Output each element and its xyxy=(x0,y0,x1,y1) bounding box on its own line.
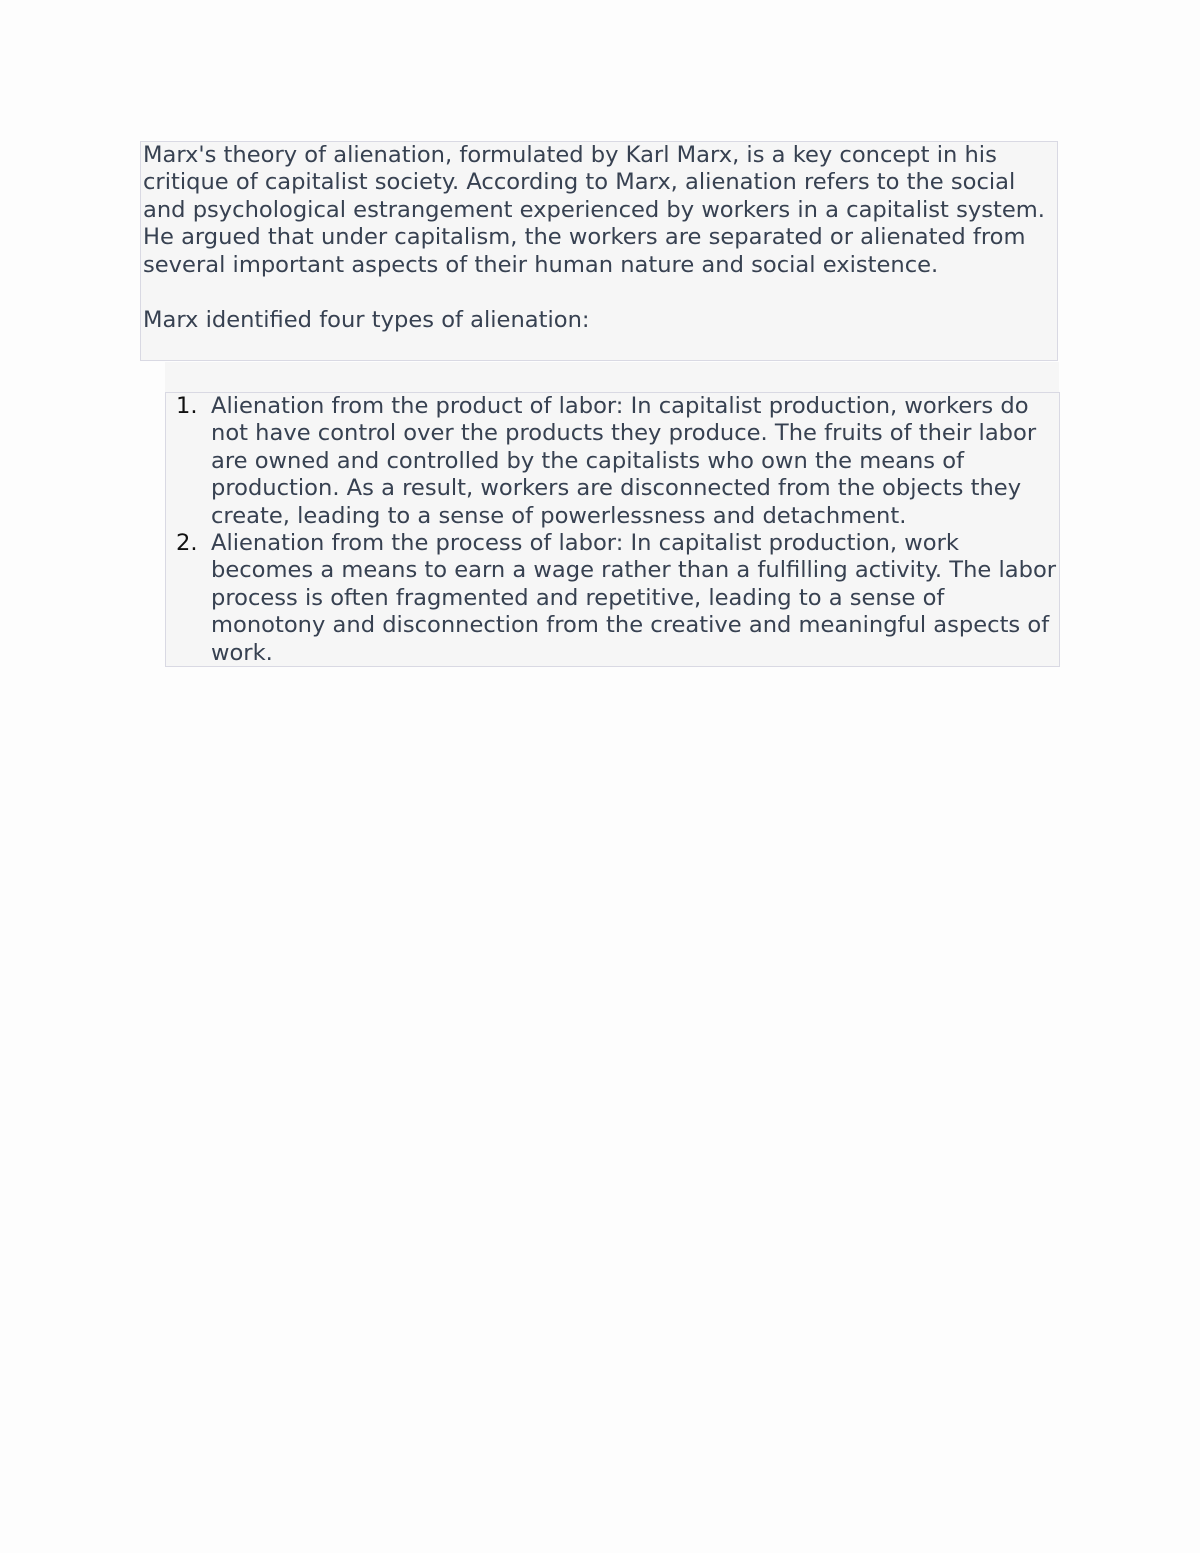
list-item-number: 2. xyxy=(176,530,198,557)
alienation-types-list xyxy=(166,393,1059,667)
list-item-text: Alienation from the product of labor: In capitalist production, workers do not have control over the products they produce. The fruits of their labor are owned and controlled by the capitalists who own the means of production. As a result, workers are disconnected from the objects they create, leading to a sense of powerlessness and detachment. xyxy=(211,393,1037,529)
list-item-text: Alienation from the process of labor: In capitalist production, work becomes a means to earn a wage rather than a fulfilling activity. The labor process is often fragmented and repetitive, leading to a sense of monotony and disconnection from the creative and meaningful aspects of work. xyxy=(211,530,1057,666)
paragraph-gap xyxy=(143,279,1055,307)
list-item xyxy=(166,393,1059,530)
list-lead-in: Marx identified four types of alienation: xyxy=(143,307,590,334)
alienation-types-list-block xyxy=(165,392,1060,667)
list-item xyxy=(166,530,1059,667)
block-spacer xyxy=(165,362,1059,392)
list-item-number: 1. xyxy=(176,393,198,419)
intro-paragraph: Marx's theory of alienation, formulated by Karl Marx, is a key concept in his critique of capitalist society. According to Marx, alienation refers to the social and psychological estrangement experienced by workers in a capitalist system. He argued that under capitalism, the workers are separated or alienated from several important aspects of their human nature and social existence. xyxy=(143,142,1045,278)
intro-text-block xyxy=(140,141,1058,361)
